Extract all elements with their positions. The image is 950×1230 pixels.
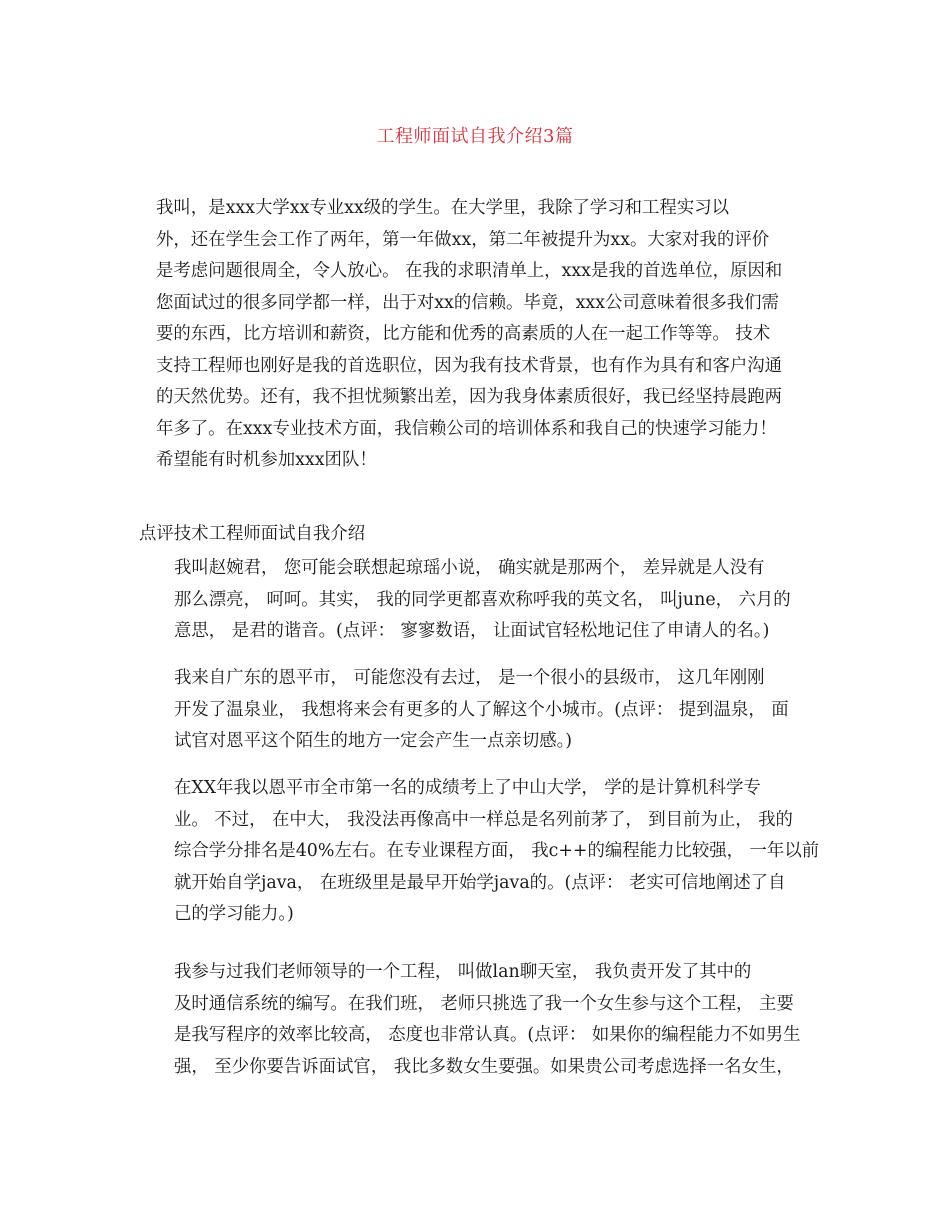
document-title: 工程师面试自我介绍3篇 [376, 126, 574, 147]
text-line: 试官对恩平这个陌生的地方一定会产生一点亲切感。) [174, 731, 573, 751]
text-line: 外，还在学生会工作了两年，第一年做xx，第二年被提升为xx。大家对我的评价 [156, 229, 770, 250]
paragraph-name [139, 553, 819, 648]
text-line: 我参与过我们老师领导的一个工程， 叫做lan聊天室， 我负责开发了其中的 [174, 962, 752, 982]
text-line: 我来自广东的恩平市， 可能您没有去过， 是一个很小的县级市， 这几年刚刚 [174, 668, 765, 688]
text-line: 要的东西，比方培训和薪资，比方能和优秀的高素质的人在一起工作等等。 技术 [156, 324, 771, 344]
section-heading: 点评技术工程师面试自我介绍 [139, 524, 366, 544]
text-line: 是我写程序的效率比较高， 态度也非常认真。(点评： 如果你的编程能力不如男生 [174, 1025, 801, 1045]
text-line: 业。 不过， 在中大， 我没法再像高中一样总是名列前茅了， 到目前为止， 我的 [174, 809, 793, 830]
text-line: 综合学分排名是40%左右。在专业课程方面， 我c++的编程能力比较强， 一年以前 [174, 841, 820, 861]
text-line: 己的学习能力。) [174, 904, 294, 924]
paragraph-hometown [139, 663, 819, 758]
paragraph-self-intro [139, 193, 819, 477]
text-line: 意思， 是君的谐音。(点评： 寥寥数语， 让面试官轻松地记住了申请人的名。) [174, 621, 770, 641]
paragraph-education [139, 773, 819, 931]
text-line: 希望能有时机参加xxx团队！ [156, 450, 377, 470]
text-line: 那么漂亮， 呵呵。其实， 我的同学更都喜欢称呼我的英文名， 叫june， 六月的 [174, 589, 791, 610]
text-line: 强， 至少你要告诉面试官， 我比多数女生要强。如果贵公司考虑选择一名女生， [174, 1056, 794, 1077]
text-line: 开发了温泉业， 我想将来会有更多的人了解这个小城市。(点评： 提到温泉， 面 [174, 699, 789, 720]
text-line: 我叫赵婉君， 您可能会联想起琼瑶小说， 确实就是那两个， 差异就是人没有 [174, 558, 765, 578]
text-line: 支持工程师也刚好是我的首选职位，因为我有技术背景，也有作为具有和客户沟通 [156, 355, 783, 376]
text-line: 就开始自学java， 在班级里是最早开始学java的。(点评： 老实可信地阐述了自 [174, 872, 786, 893]
text-line: 的天然优势。还有，我不担忧频繁出差，因为我身体素质很好，我已经坚持晨跑两 [156, 387, 783, 407]
text-line: 年多了。在xxx专业技术方面，我信赖公司的培训体系和我自己的快速学习能力！ [156, 418, 777, 439]
text-line: 是考虑问题很周全，令人放心。 在我的求职清单上，xxx是我的首选单位，原因和 [156, 261, 783, 281]
text-line: 及时通信系统的编写。在我们班， 老师只挑选了我一个女生参与这个工程， 主要 [174, 993, 794, 1014]
text-line: 在XX年我以恩平市全市第一名的成绩考上了中山大学， 学的是计算机科学专 [174, 778, 761, 798]
text-line: 我叫，是xxx大学xx专业xx级的学生。在大学里，我除了学习和工程实习以 [156, 198, 729, 218]
paragraph-project [139, 957, 819, 1083]
text-line: 您面试过的很多同学都一样，出于对xx的信赖。毕竟，xxx公司意味着很多我们需 [156, 292, 779, 313]
